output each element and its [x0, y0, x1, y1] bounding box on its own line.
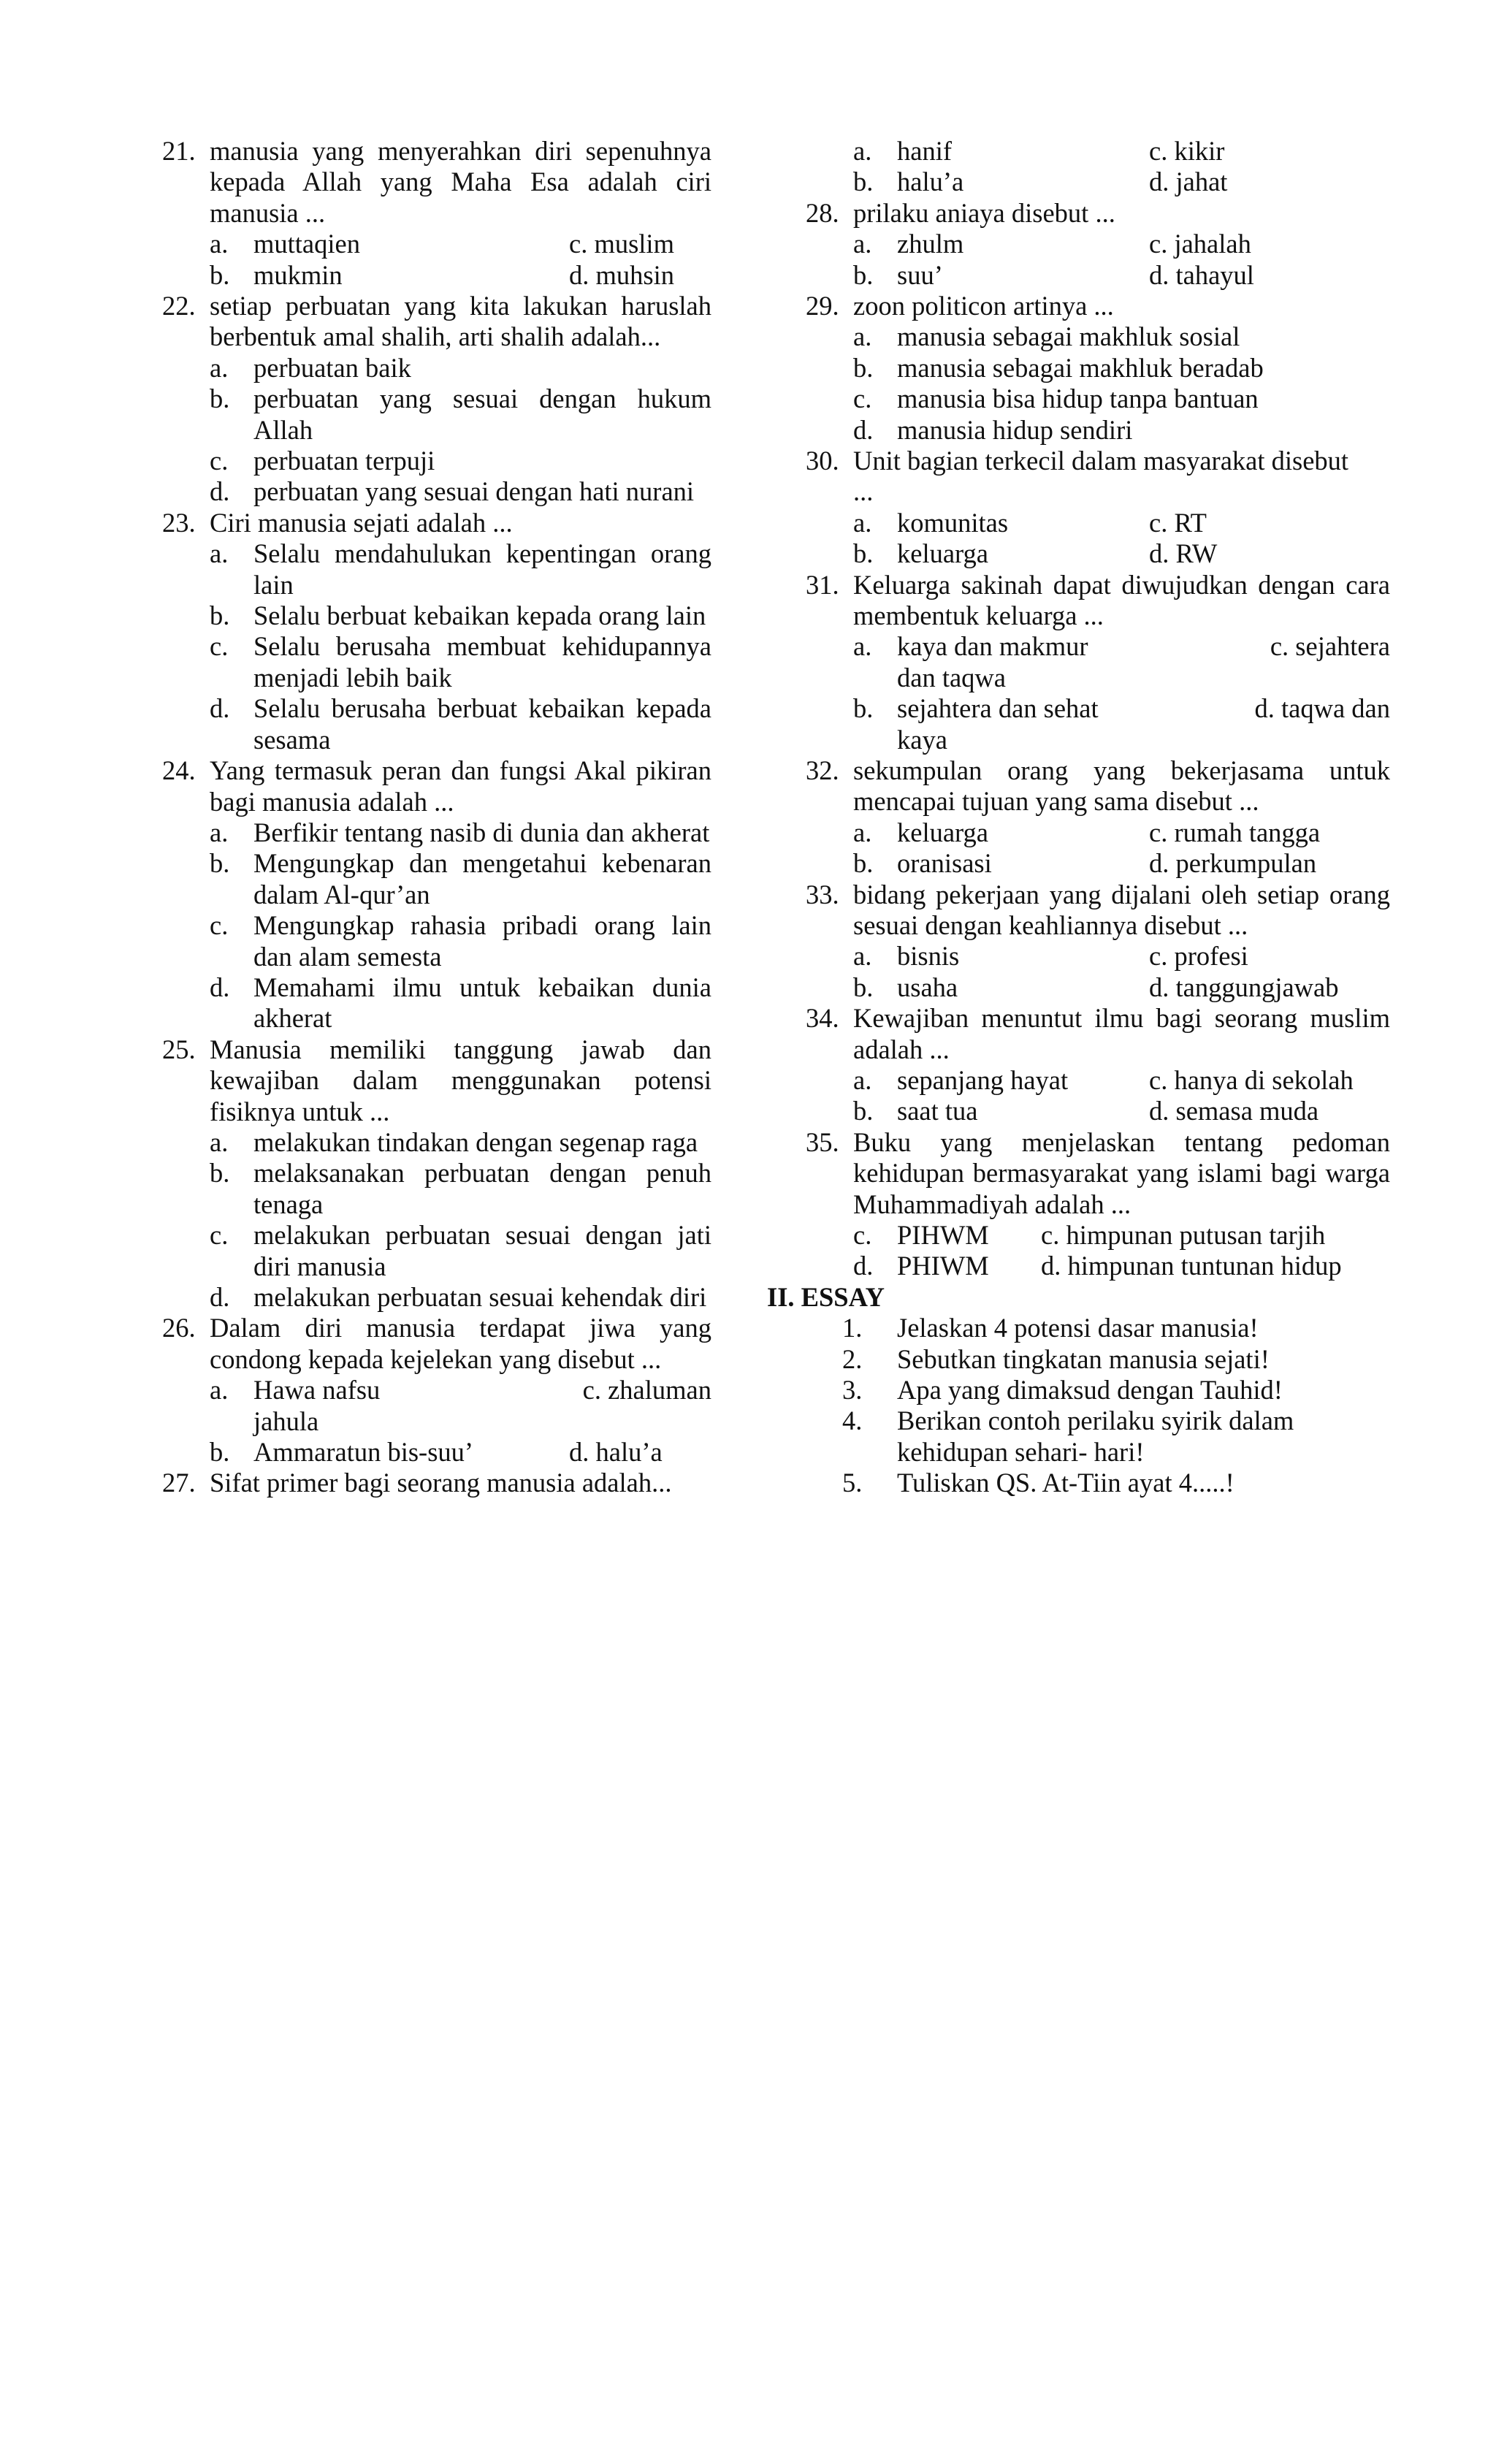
- option-row: [806, 538, 1390, 569]
- option-c: [162, 446, 711, 476]
- option-a: Hawa nafsu: [253, 1375, 381, 1405]
- option-row: [162, 1437, 711, 1468]
- option-row: [162, 1406, 711, 1437]
- left-column: [162, 136, 711, 1499]
- option-letter: b.: [210, 600, 230, 631]
- question-text: Manusia memiliki tanggung jawab dan kewajiban dalam menggunakan potensi fisiknya untuk ...: [210, 1034, 711, 1126]
- question-text: Ciri manusia sejati adalah ...: [210, 507, 513, 538]
- option-text: Selalu berusaha berbuat kebaikan kepada sesama: [253, 693, 711, 755]
- question-text: Kewajiban menuntut ilmu bagi seorang muslim adalah ...: [853, 1003, 1390, 1064]
- option-text: manusia bisa hidup tanpa bantuan: [897, 384, 1259, 414]
- option-b: [162, 384, 711, 446]
- option-c: [162, 631, 711, 693]
- option-c: c. RT: [1149, 507, 1207, 538]
- option-text: perbuatan baik: [253, 352, 411, 383]
- question-29: [806, 291, 1390, 321]
- option-row: [162, 260, 711, 291]
- essay-text: Apa yang dimaksud dengan Tauhid!: [897, 1374, 1283, 1405]
- option-row: [806, 1096, 1390, 1126]
- option-letter: b.: [210, 848, 230, 879]
- essay-item: [806, 1344, 1390, 1375]
- option-a: sepanjang hayat: [897, 1064, 1069, 1095]
- essay-text: Berikan contoh perilaku syirik dalam kehidupan sehari- hari!: [897, 1405, 1294, 1467]
- option-d: [162, 476, 711, 507]
- option-letter: d.: [853, 1251, 874, 1281]
- option-a: zhulm: [897, 229, 964, 259]
- option-d: d. taqwa dan: [1254, 693, 1390, 724]
- option-text: melakukan tindakan dengan segenap raga: [253, 1126, 698, 1157]
- question-number: 34.: [806, 1003, 839, 1034]
- option-c: c. muslim: [569, 229, 674, 259]
- option-row: [806, 972, 1390, 1003]
- option-d: PHIWM: [897, 1251, 989, 1281]
- question-number: 26.: [162, 1313, 196, 1343]
- option-d: d. perkumpulan: [1149, 848, 1317, 879]
- option-text: Selalu berusaha membuat kehidupannya menjadi lebih baik: [253, 631, 711, 693]
- option-letter: a.: [853, 229, 872, 259]
- option-letter: b.: [210, 259, 230, 290]
- option-a: komunitas: [897, 507, 1009, 538]
- option-b: sejahtera dan sehat: [897, 693, 1099, 724]
- option-a: hanif: [897, 136, 952, 166]
- question-33: [806, 880, 1390, 942]
- option-c-continued: jahula: [253, 1405, 319, 1436]
- question-text: Yang termasuk peran dan fungsi Akal pikiran bagi manusia adalah ...: [210, 755, 711, 817]
- option-letter: b.: [853, 538, 874, 569]
- essay-heading: II. ESSAY: [767, 1281, 885, 1312]
- option-letter: a.: [210, 538, 229, 569]
- question-number: 29.: [806, 290, 839, 321]
- question-text-continued: ...: [853, 476, 874, 507]
- option-a: [162, 538, 711, 600]
- option-text: perbuatan yang sesuai dengan hati nurani: [253, 476, 695, 507]
- option-letter: b.: [853, 693, 874, 724]
- option-b: Ammaratun bis-suu’: [253, 1437, 474, 1467]
- option-d: d. halu’a: [569, 1437, 663, 1467]
- option-text: perbuatan yang sesuai dengan hukum Allah: [253, 384, 711, 445]
- option-letter: a.: [210, 1126, 229, 1157]
- option-row: [162, 1375, 711, 1405]
- option-d: [162, 972, 711, 1034]
- option-c: c. profesi: [1149, 941, 1248, 972]
- question-number: 24.: [162, 755, 196, 786]
- question-number: 25.: [162, 1034, 196, 1064]
- option-d: d. tahayul: [1149, 259, 1254, 290]
- essay-item: [806, 1375, 1390, 1405]
- question-text: Keluarga sakinah dapat diwujudkan dengan cara membentuk keluarga ...: [853, 569, 1390, 630]
- option-row: [806, 136, 1390, 167]
- question-text: Dalam diri manusia terdapat jiwa yang condong kepada kejelekan yang disebut ...: [210, 1313, 711, 1374]
- option-a: bisnis: [897, 941, 960, 972]
- question-number: 22.: [162, 291, 196, 321]
- option-c: PIHWM: [897, 1219, 989, 1250]
- option-a: [162, 817, 711, 848]
- option-letter: a.: [853, 136, 872, 166]
- option-b: suu’: [897, 259, 943, 290]
- option-c: [806, 384, 1390, 414]
- option-d: d. semasa muda: [1149, 1096, 1319, 1126]
- question-30: [806, 446, 1390, 508]
- option-c: c. rumah tangga: [1149, 817, 1321, 847]
- option-letter: b.: [853, 352, 874, 383]
- option-text: Mengungkap dan mengetahui kebenaran dalam Al-qur’an: [253, 848, 711, 909]
- essay-item: [806, 1405, 1390, 1468]
- question-31: [806, 570, 1390, 632]
- option-row: [806, 508, 1390, 538]
- question-text: bidang pekerjaan yang dijalani oleh setiap orang sesuai dengan keahliannya disebut ...: [853, 879, 1390, 940]
- question-number: 32.: [806, 755, 839, 785]
- option-letter: b.: [853, 259, 874, 290]
- essay-item: [806, 1313, 1390, 1343]
- option-row: [806, 260, 1390, 291]
- question-number: 23.: [162, 507, 196, 538]
- option-letter: d.: [210, 972, 230, 1002]
- option-row: [806, 941, 1390, 972]
- option-text: manusia sebagai makhluk beradab: [897, 352, 1264, 383]
- essay-number: 4.: [842, 1405, 863, 1436]
- option-row: [806, 725, 1390, 755]
- option-text: Mengungkap rahasia pribadi orang lain dan alam semesta: [253, 910, 711, 972]
- question-number: 31.: [806, 569, 839, 600]
- option-c: [162, 1220, 711, 1282]
- option-text: Berfikir tentang nasib di dunia dan akherat: [253, 817, 710, 847]
- question-number: 21.: [162, 136, 196, 166]
- option-letter: b.: [853, 167, 874, 197]
- question-21: [162, 136, 711, 229]
- option-row: [806, 1251, 1390, 1281]
- option-row: [806, 663, 1390, 693]
- option-text: manusia hidup sendiri: [897, 414, 1133, 445]
- question-35: [806, 1127, 1390, 1220]
- option-b: oranisasi: [897, 848, 992, 879]
- option-letter: c.: [210, 910, 229, 941]
- option-c: c. jahalah: [1149, 229, 1251, 259]
- option-letter: a.: [853, 1064, 872, 1095]
- option-b: [162, 600, 711, 631]
- option-c-continued: dan taqwa: [897, 662, 1006, 693]
- option-row: [806, 167, 1390, 197]
- option-row: [162, 229, 711, 259]
- right-column: [767, 136, 1390, 1499]
- option-letter: a.: [853, 507, 872, 538]
- option-letter: c.: [210, 1220, 229, 1251]
- option-d: d. tanggungjawab: [1149, 972, 1339, 1002]
- option-letter: d.: [853, 414, 874, 445]
- option-letter: c.: [853, 384, 872, 414]
- option-b: [806, 353, 1390, 384]
- question-25: [162, 1034, 711, 1127]
- option-text: melakukan perbuatan sesuai dengan jati diri manusia: [253, 1220, 711, 1281]
- option-b: [162, 848, 711, 910]
- option-row: [806, 1065, 1390, 1096]
- essay-number: 1.: [842, 1313, 863, 1343]
- question-text: setiap perbuatan yang kita lakukan haruslah berbentuk amal shalih, arti shalih adalah...: [210, 291, 711, 352]
- option-row: [806, 848, 1390, 879]
- question-text: Buku yang menjelaskan tentang pedoman kehidupan bermasyarakat yang islami bagi warga Muhammadiyah adalah ...: [853, 1126, 1390, 1219]
- question-text: manusia yang menyerahkan diri sepenuhnya kepada Allah yang Maha Esa adalah ciri manusia ...: [210, 136, 711, 228]
- option-b: mukmin: [253, 259, 343, 290]
- question-26: [162, 1313, 711, 1375]
- option-c: c. kikir: [1149, 136, 1225, 166]
- question-number: 33.: [806, 879, 839, 909]
- essay-item: [806, 1468, 1390, 1498]
- option-letter: a.: [853, 631, 872, 662]
- option-a: muttaqien: [253, 229, 360, 259]
- option-a: kaya dan makmur: [897, 631, 1088, 662]
- essay-text: Jelaskan 4 potensi dasar manusia!: [897, 1313, 1259, 1343]
- option-letter: d.: [210, 1282, 230, 1312]
- option-c: [162, 910, 711, 972]
- option-letter: c.: [210, 446, 229, 476]
- essay-text: Sebutkan tingkatan manusia sejati!: [897, 1343, 1270, 1374]
- option-letter: b.: [853, 848, 874, 879]
- option-a: keluarga: [897, 817, 988, 847]
- essay-text: Tuliskan QS. At-Tiin ayat 4.....!: [897, 1468, 1234, 1498]
- question-22: [162, 291, 711, 353]
- question-number: 35.: [806, 1126, 839, 1157]
- option-row: [806, 693, 1390, 724]
- option-text: melaksanakan perbuatan dengan penuh tenaga: [253, 1158, 711, 1219]
- option-b: [162, 1158, 711, 1220]
- option-text: Selalu mendahulukan kepentingan orang lain: [253, 538, 711, 600]
- option-b: usaha: [897, 972, 958, 1002]
- question-text: prilaku aniaya disebut ...: [853, 197, 1115, 228]
- option-letter: a.: [853, 321, 872, 352]
- option-a: [806, 321, 1390, 352]
- option-row: [806, 1220, 1390, 1251]
- option-text: Memahami ilmu untuk kebaikan dunia akherat: [253, 972, 711, 1034]
- option-letter: a.: [210, 352, 229, 383]
- option-c: c. sejahtera: [1270, 631, 1390, 662]
- option-letter: a.: [210, 229, 229, 259]
- option-letter: b.: [210, 1158, 230, 1189]
- question-32: [806, 755, 1390, 817]
- option-row: [806, 817, 1390, 848]
- option-letter: b.: [853, 1096, 874, 1126]
- option-d: [162, 693, 711, 755]
- option-letter: a.: [210, 1375, 229, 1405]
- question-number: 27.: [162, 1468, 196, 1498]
- option-c: c. hanya di sekolah: [1149, 1064, 1354, 1095]
- option-text: perbuatan terpuji: [253, 446, 435, 476]
- essay-number: 2.: [842, 1343, 863, 1374]
- question-text: Unit bagian terkecil dalam masyarakat disebut: [853, 446, 1349, 476]
- option-d: [806, 415, 1390, 446]
- essay-number: 3.: [842, 1374, 863, 1405]
- question-24: [162, 755, 711, 817]
- option-d: d. RW: [1149, 538, 1218, 569]
- question-34: [806, 1003, 1390, 1065]
- question-text: sekumpulan orang yang bekerjasama untuk mencapai tujuan yang sama disebut ...: [853, 755, 1390, 817]
- option-letter: d.: [210, 693, 230, 724]
- question-number: 30.: [806, 446, 839, 476]
- option-row: [806, 229, 1390, 259]
- option-letter: b.: [853, 972, 874, 1002]
- question-23: [162, 508, 711, 538]
- option-d: [162, 1282, 711, 1313]
- question-27: [162, 1468, 711, 1498]
- question-text: zoon politicon artinya ...: [853, 290, 1114, 321]
- option-letter: d.: [210, 476, 230, 507]
- option-b: saat tua: [897, 1096, 978, 1126]
- option-letter: b.: [210, 384, 230, 414]
- option-a: [162, 353, 711, 384]
- option-letter: a.: [853, 941, 872, 972]
- option-letter: b.: [210, 1437, 230, 1467]
- option-b: halu’a: [897, 167, 964, 197]
- option-d-description: d. himpunan tuntunan hidup: [1041, 1251, 1342, 1281]
- option-c: c. zhaluman: [582, 1375, 711, 1405]
- question-text: Sifat primer bagi seorang manusia adalah...: [210, 1468, 672, 1498]
- option-text: Selalu berbuat kebaikan kepada orang lain: [253, 600, 706, 631]
- question-number: 28.: [806, 197, 839, 228]
- option-row: [806, 631, 1390, 662]
- option-d-continued: kaya: [897, 724, 947, 755]
- option-a: [162, 1127, 711, 1158]
- essay-number: 5.: [842, 1468, 863, 1498]
- option-text: manusia sebagai makhluk sosial: [897, 321, 1240, 352]
- option-c-description: c. himpunan putusan tarjih: [1041, 1219, 1326, 1250]
- option-letter: c.: [853, 1219, 872, 1250]
- option-b: keluarga: [897, 538, 988, 569]
- option-letter: a.: [853, 817, 872, 847]
- option-letter: c.: [210, 631, 229, 662]
- option-text: melakukan perbuatan sesuai kehendak diri: [253, 1282, 707, 1312]
- option-d: d. muhsin: [569, 259, 674, 290]
- option-letter: a.: [210, 817, 229, 847]
- question-28: [806, 198, 1390, 229]
- option-d: d. jahat: [1149, 167, 1228, 197]
